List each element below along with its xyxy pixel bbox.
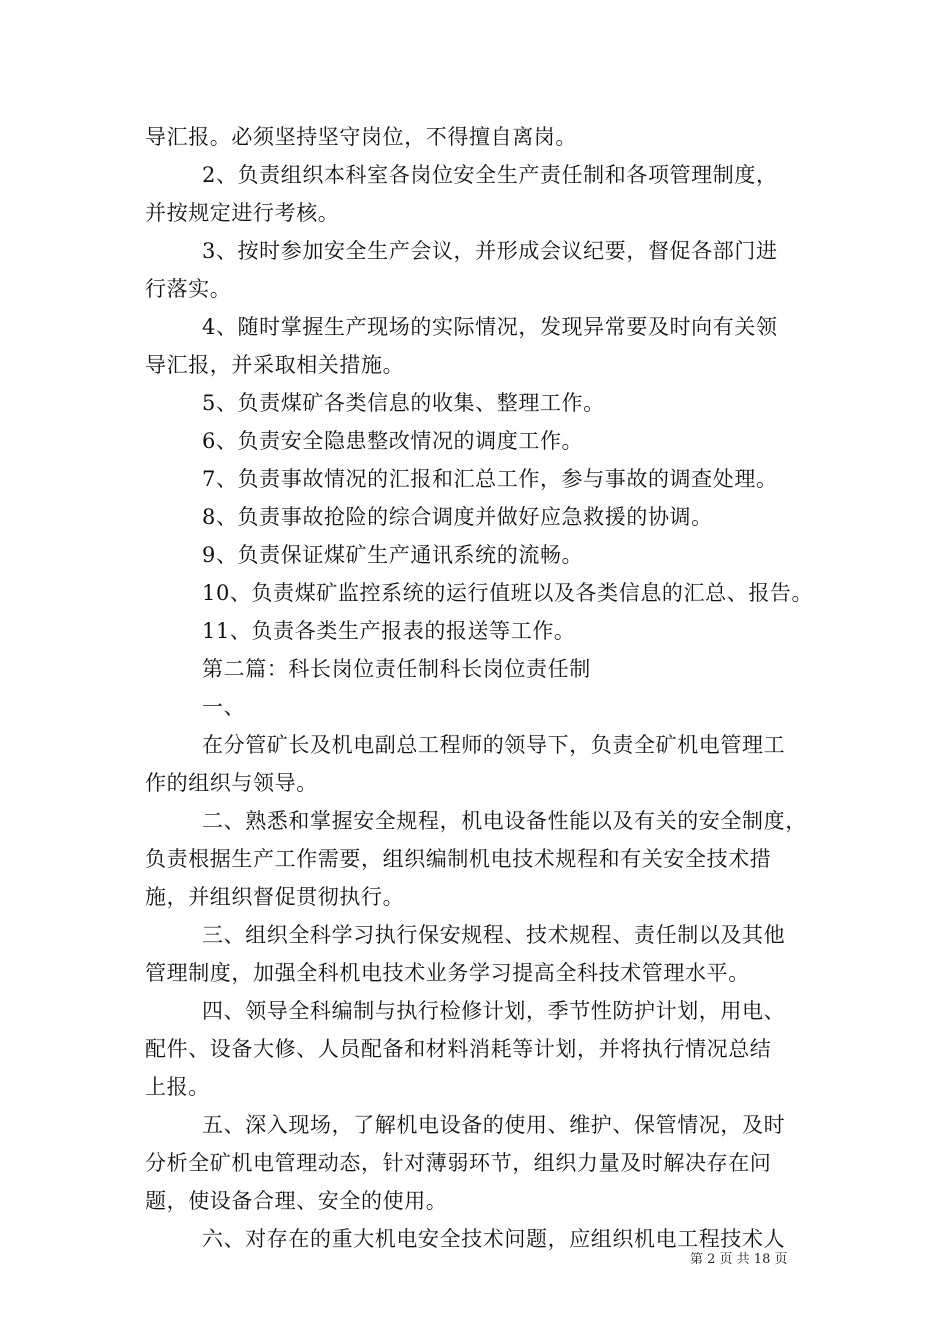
text-line: 并按规定进行考核。: [145, 201, 340, 225]
text-line: 作的组织与领导。: [145, 771, 318, 795]
text-line: 2、负责组织本科室各岗位安全生产责任制和各项管理制度，: [202, 163, 778, 187]
text-line: 9、负责保证煤矿生产通讯系统的流畅。: [202, 543, 584, 567]
text-line: 题，使设备合理、安全的使用。: [145, 1189, 448, 1213]
text-line: 8、负责事故抢险的综合调度并做好应急救援的协调。: [202, 505, 713, 529]
text-line: 行落实。: [145, 277, 232, 301]
text-line: 5、负责煤矿各类信息的收集、整理工作。: [202, 391, 605, 415]
text-line: 11、负责各类生产报表的报送等工作。: [202, 619, 576, 643]
text-line: 导汇报。必须坚持坚守岗位，不得擅自离岗。: [145, 125, 577, 149]
text-line: 6、负责安全隐患整改情况的调度工作。: [202, 429, 584, 453]
text-line: 一、: [202, 695, 246, 719]
text-line: 四、领导全科编制与执行检修计划，季节性防护计划，用电、: [202, 999, 786, 1023]
text-line: 7、负责事故情况的汇报和汇总工作，参与事故的调查处理。: [202, 467, 778, 491]
text-line: 施，并组织督促贯彻执行。: [145, 885, 405, 909]
text-line: 六、对存在的重大机电安全技术问题，应组织机电工程技术人: [202, 1227, 786, 1251]
text-line: 分析全矿机电管理动态，针对薄弱环节，组织力量及时解决存在问: [145, 1151, 772, 1175]
text-line: 负责根据生产工作需要，组织编制机电技术规程和有关安全技术措: [145, 847, 772, 871]
page-number-footer: 第 2 页 共 18 页: [690, 1252, 788, 1267]
text-line: 上报。: [145, 1075, 210, 1099]
text-line: 4、随时掌握生产现场的实际情况，发现异常要及时向有关领: [202, 315, 778, 339]
document-body: [145, 118, 814, 1258]
text-line: 配件、设备大修、人员配备和材料消耗等计划，并将执行情况总结: [145, 1037, 772, 1061]
text-line: 第二篇：科长岗位责任制科长岗位责任制: [202, 657, 591, 681]
text-line: 10、负责煤矿监控系统的运行值班以及各类信息的汇总、报告。: [202, 581, 814, 605]
text-line: 导汇报，并采取相关措施。: [145, 353, 405, 377]
text-line: 3、按时参加安全生产会议，并形成会议纪要，督促各部门进: [202, 239, 778, 263]
text-line: 三、组织全科学习执行保安规程、技术规程、责任制以及其他: [202, 923, 786, 947]
text-line: 管理制度，加强全科机电技术业务学习提高全科技术管理水平。: [145, 961, 750, 985]
text-line: 五、深入现场，了解机电设备的使用、维护、保管情况，及时: [202, 1113, 786, 1137]
text-line: 在分管矿长及机电副总工程师的领导下，负责全矿机电管理工: [202, 733, 786, 757]
text-line: 二、熟悉和掌握安全规程，机电设备性能以及有关的安全制度，: [202, 809, 807, 833]
